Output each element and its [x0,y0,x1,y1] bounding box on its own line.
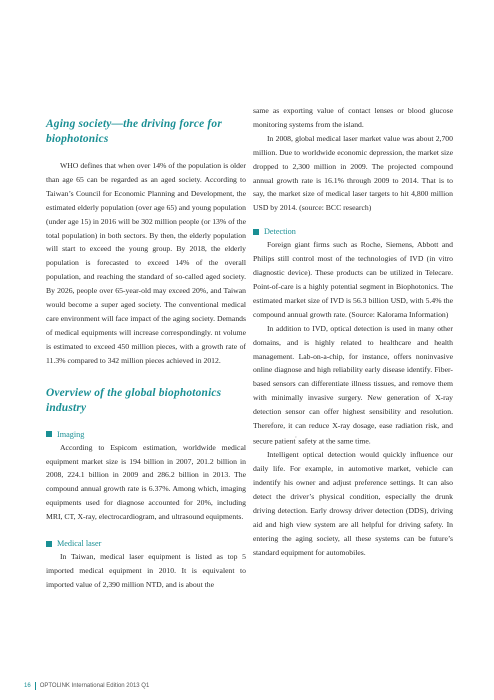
subhead-medical-laser-label: Medical laser [57,539,102,549]
section-title-global-overview: Overview of the global biophotonics industry [46,386,222,414]
left-column-content [46,117,246,592]
paragraph-imaging: According to Espicom estimation, worldwide medical equipment market size is 194 billion in 2007, 201.2 billion in 2008, 224.1 billion in 2009 and 286.2 billion in 2013. The compound annual growth rate is 6.37%. Among which, imaging equipments used for diagnose accounted for 20%, including MRI, CT, X-ray, electrocardiogram, and ultrasound equipments. [46,442,246,522]
superscript-mark: ' [295,436,297,442]
optical-detection-text-end: safety at the same time. [296,436,371,446]
paragraph-laser-market: In 2008, global medical laser market value was about 2,700 million. Due to worldwide economic depression, the market size dropped to 2,300 million in 2009. The projected compound annual growth rate is 16.1% through 2009 to 2014. That is to say, the market size of medical laser targets to hit 4,800 million USD by 2014. (source: BCC research) [253,133,453,213]
square-bullet-icon [46,541,52,547]
page-number: 16 [24,683,31,689]
paragraph-intelligent-detection: Intelligent optical detection would quickly influence our daily life. For example, in automotive market, vehicle can indentify his owner and adjust preference settings. It can also detect the driver’s physical condition, especially the drunk driving detection. Early drowsy driver detection (DDS), driving aid and high view system are all helpful for driving safety. In entering the aging society, all these systems can be future’s standard equipment for automobiles. [253,450,453,557]
subhead-imaging [46,428,246,441]
publication-name: OPTOLINK International Edition 2013 Q1 [39,683,150,689]
subhead-medical-laser [46,537,246,550]
square-bullet-icon [46,431,52,437]
paragraph-continued: same as exporting value of contact lenses or blood glucose monitoring systems from the island. [253,106,453,129]
section-title-aging-society: Aging society—the driving force for biophotonics [46,118,222,145]
optical-detection-text: In addition to IVD, optical detection is used in many other domains, and is highly related to healthcare and health management. Lab-on-a-chip, for instance, offers noninvasive online diagnose and high reliability early disease identify. Fiber-based sensors can differentiate illness tissues, and remove them with minimally invasive surgery. New generation of X-ray detection sensor can offer highest sensibility and resolution. Therefore, it can reduce X-ray dosage, ease radiation risk, and secure patient [253,323,453,446]
page-footer [24,682,149,690]
paragraph-optical-detection [253,322,453,449]
footer-divider [35,682,36,690]
paragraph-medical-laser: In Taiwan, medical laser equipment is listed as top 5 imported medical equipment in 2010. It is equivalent to imported value of 2,390 million NTD, and is about the [46,552,246,589]
subhead-imaging-label: Imaging [57,429,85,439]
paragraph-aging-society: WHO defines that when over 14% of the population is older than age 65 can be regarded as an aged society. According to Taiwan’s Council for Economic Planning and Development, the estimated elderly population (over age 65) and young population (under age 15) in 2016 will be 302 million people (or 13% of the total population) in both sectors. By then, the elderly population will start to exceed the young group. By 2018, the elderly population is forecasted to exceed 14% of the overall population, and reaching the standard of so-called aged society. By 2026, people over 65-year-old may exceed 20%, and Taiwan would become a super aged society. The conventional medical care environment will face impact of the aging society. Demands of medical equipments will increase correspondingly. nt volume is estimated to exceed 450 million pieces, with a growth rate of 11.3% compared to 342 million pieces achieved in 2012. [46,161,246,365]
square-bullet-icon [253,229,259,235]
subhead-detection [253,225,453,238]
right-column [253,104,453,560]
subhead-detection-label: Detection [264,227,296,237]
paragraph-ivd: Foreign giant firms such as Roche, Siemens, Abbott and Philips still control most of the technologies of IVD (in vitro diagnostic device). These products can be utilized in Telecare. Point-of-care is a highly potential segment in Biophotonics. The estimated market size of IVD is 56.3 billion USD, with 5.4% the compound annual growth rate. (Source: Kalorama Information) [253,240,453,319]
